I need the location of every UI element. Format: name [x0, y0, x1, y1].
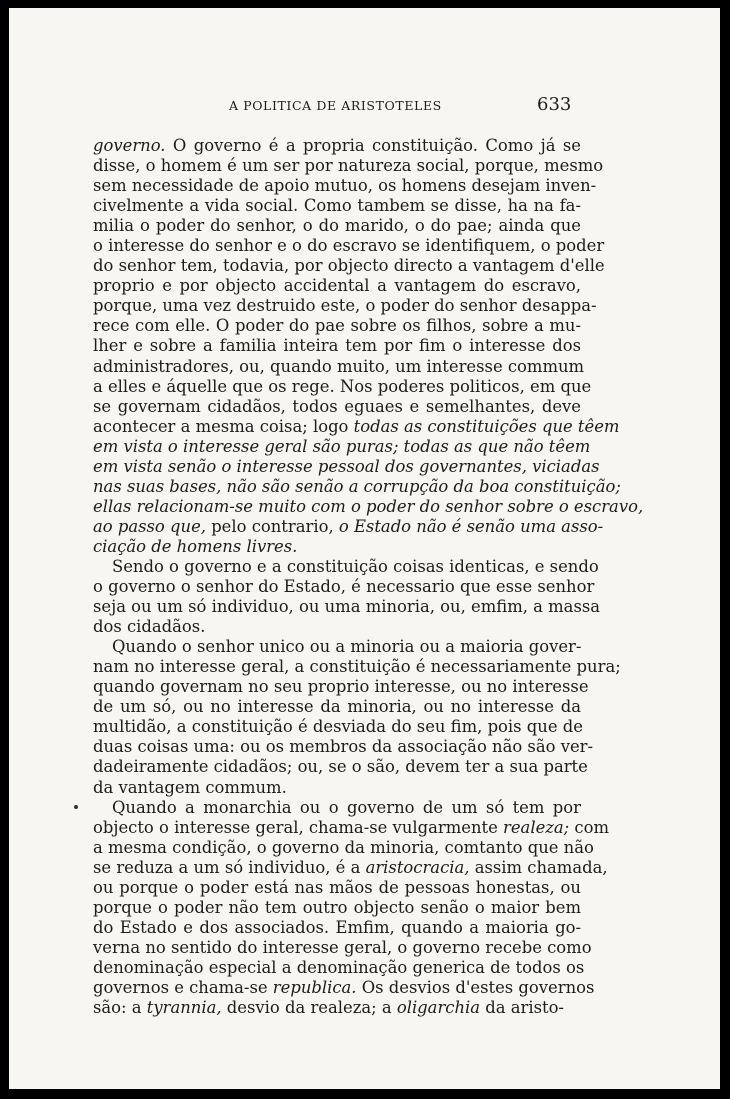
italic-text: ellas relacionam-se muito com o poder do senhor sobre o escravo,	[93, 496, 644, 516]
text-line	[93, 837, 594, 858]
text-run: Sendo o governo e a constituição coisas identicas, e sendo	[112, 556, 599, 576]
text-line	[93, 196, 581, 216]
text-line	[93, 577, 595, 597]
text-line	[93, 156, 604, 176]
italic-text: tyrannia,	[146, 998, 222, 1018]
text-run: assim chamada,	[469, 857, 608, 877]
text-line	[93, 296, 597, 316]
text-run: rece com elle. O poder do pae sobre os filhos, sobre a mu-	[93, 316, 581, 336]
text-run: proprio e por objecto accidental a vantagem do escravo,	[93, 276, 581, 296]
text-line	[93, 336, 581, 356]
text-run: do Estado e dos associados. Emfim, quando a maioria go-	[93, 917, 581, 937]
text-line	[93, 496, 644, 517]
text-run: a mesma condição, o governo da minoria, comtanto que não	[93, 837, 594, 857]
text-line	[93, 436, 591, 457]
text-run: pelo contrario,	[205, 516, 339, 536]
text-run: se reduza a um só individuo, é a	[93, 857, 366, 877]
text-line	[93, 637, 581, 657]
text-line	[93, 757, 588, 777]
text-run: dos cidadãos.	[93, 617, 206, 637]
text-run: governos e chama-se	[93, 977, 273, 997]
book-page	[9, 8, 720, 1089]
text-line	[93, 276, 581, 296]
text-run: porque, uma vez destruido este, o poder do senhor desappa-	[93, 296, 597, 316]
text-run: de um só, ou no interesse da minoria, ou no interesse da	[93, 697, 581, 717]
text-line	[93, 556, 599, 577]
running-title: A POLITICA DE ARISTOTELES	[229, 98, 442, 113]
text-line	[93, 878, 581, 898]
text-line	[93, 697, 581, 717]
text-line	[93, 456, 600, 477]
text-run: quando governam no seu proprio interesse, ou no interesse	[93, 677, 589, 697]
text-run: desvio da realeza; a	[221, 998, 397, 1018]
text-run: duas coisas uma: ou os membros da associação não são ver-	[93, 737, 594, 757]
text-run: o interesse do senhor e o do escravo se identifiquem, o poder	[93, 236, 605, 256]
text-line	[93, 316, 581, 336]
italic-text: ao passo que,	[93, 516, 206, 536]
text-line	[93, 176, 597, 196]
italic-text: todas as constituições que têem	[353, 416, 620, 436]
italic-text: nas suas bases, não são senão a corrupção da boa constituição;	[93, 476, 621, 496]
text-run: dadeiramente cidadãos; ou, se o são, devem ter a sua parte	[93, 757, 588, 777]
text-run: nam no interesse geral, a constituição é necessariamente pura;	[93, 657, 621, 677]
text-run: denominação especial a denominação generica de todos os	[93, 957, 585, 977]
text-line	[93, 798, 581, 818]
text-line	[93, 717, 581, 737]
text-run: do senhor tem, todavia, por objecto directo a vantagem d'elle	[93, 256, 605, 276]
text-run: acontecer a mesma coisa; logo	[93, 416, 354, 436]
text-line	[93, 677, 589, 697]
text-line	[93, 957, 585, 978]
text-run: milia o poder do senhor, o do marido, o do pae; ainda que	[93, 216, 581, 236]
text-line	[93, 597, 601, 617]
text-line	[93, 918, 581, 938]
text-line	[93, 998, 581, 1018]
text-line	[93, 216, 581, 236]
text-run: O governo é a propria constituição. Como já se	[165, 136, 581, 155]
text-run: multidão, a constituição é desviada do seu fim, pois que de	[93, 717, 583, 737]
text-run: verna no sentido do interesse geral, o governo recebe como	[93, 937, 592, 957]
italic-text: governo.	[93, 136, 166, 155]
text-run: Quando o senhor unico ou a minoria ou a maioria gover-	[112, 637, 582, 657]
text-line	[93, 898, 581, 918]
text-run: da aristo-	[480, 998, 564, 1018]
margin-mark	[74, 805, 78, 809]
text-run: se governam cidadãos, todos eguaes e semelhantes, deve	[93, 396, 581, 416]
italic-text: o Estado não é senão uma asso-	[338, 516, 604, 536]
italic-text: aristocracia,	[365, 857, 470, 877]
page-number: 633	[537, 94, 572, 115]
text-line	[93, 977, 595, 998]
italic-text: realeza;	[503, 817, 570, 837]
italic-text: ciação de homens livres.	[93, 536, 298, 556]
text-run: Os desvios d'estes governos	[356, 977, 595, 997]
text-line	[93, 937, 592, 958]
text-line	[93, 778, 581, 798]
text-run: disse, o homem é um ser por natureza social, porque, mesmo	[93, 156, 604, 176]
text-line	[93, 817, 610, 838]
text-run: a elles e áquelle que os rege. Nos poderes politicos, em que	[93, 376, 592, 396]
text-line	[93, 356, 585, 377]
text-run: civelmente a vida social. Como tambem se disse, ha na fa-	[93, 196, 581, 216]
italic-text: em vista senão o interesse pessoal dos governantes, viciadas	[93, 456, 600, 476]
text-run: objecto o interesse geral, chama-se vulgarmente	[93, 817, 504, 837]
text-line	[93, 136, 581, 156]
text-run: com	[569, 817, 610, 837]
text-line	[93, 236, 605, 256]
text-line	[93, 737, 594, 757]
text-run: porque o poder não tem outro objecto senão o maior bem	[93, 897, 581, 917]
page-header	[9, 94, 720, 118]
text-line	[93, 657, 621, 677]
text-line	[93, 376, 592, 397]
text-line	[93, 537, 581, 557]
text-run: ou porque o poder está nas mãos de pessoas honestas, ou	[93, 877, 581, 897]
italic-text: oligarchia	[396, 998, 481, 1018]
text-run: sem necessidade de apoio mutuo, os homens desejam inven-	[93, 176, 597, 196]
body-text	[93, 136, 644, 1018]
text-run: seja ou um só individuo, ou uma minoria, ou, emfim, a massa	[93, 597, 601, 617]
italic-text: em vista o interesse geral são puras; todas as que não têem	[93, 436, 591, 456]
italic-text: republica.	[272, 977, 357, 997]
text-run: o governo o senhor do Estado, é necessario que esse senhor	[93, 577, 595, 597]
text-line	[93, 476, 621, 497]
text-line	[93, 617, 581, 637]
text-line	[93, 516, 604, 537]
text-run: administradores, ou, quando muito, um interesse commum	[93, 356, 585, 376]
text-run: lher e sobre a familia inteira tem por fim o interesse dos	[93, 336, 581, 356]
text-run: Quando a monarchia ou o governo de um só tem por	[112, 797, 581, 817]
text-line	[93, 256, 605, 276]
text-run: são: a	[93, 998, 147, 1018]
text-line	[93, 857, 608, 878]
text-run: da vantagem commum.	[93, 777, 287, 797]
text-line	[93, 416, 620, 437]
text-line	[93, 397, 581, 417]
